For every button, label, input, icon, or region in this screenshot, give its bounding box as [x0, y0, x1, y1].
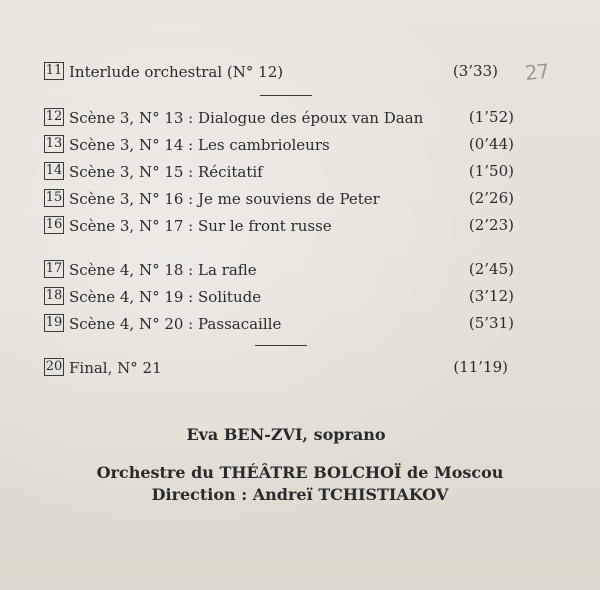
- pencil-annotation: 27: [523, 58, 550, 86]
- track-row-11: [44, 60, 514, 82]
- section-divider: [255, 345, 307, 346]
- soloist-credit: Eva BEN-ZVI, soprano: [186, 425, 386, 444]
- track-number: 18: [45, 288, 63, 303]
- section-divider: [260, 95, 312, 96]
- track-duration: (2’45): [468, 260, 514, 278]
- track-row-19: [44, 312, 514, 334]
- track-title: Scène 3, N° 13 : Dialogue des époux van Daan: [69, 109, 424, 127]
- track-number: 14: [45, 163, 63, 178]
- track-row-16: [44, 214, 514, 236]
- bleed-through-text: [110, 6, 490, 22]
- track-title: Scène 3, N° 14 : Les cambrioleurs: [69, 136, 330, 154]
- track-number: 16: [45, 217, 63, 232]
- track-title: Scène 3, N° 16 : Je me souviens de Peter: [69, 190, 380, 208]
- track-number: 15: [45, 190, 63, 205]
- track-row-14: [44, 160, 514, 182]
- track-duration: (1’50): [468, 162, 514, 180]
- track-row-12: [44, 106, 514, 128]
- track-row-13: [44, 133, 514, 155]
- track-title: Final, N° 21: [69, 359, 162, 377]
- orchestra-credit: Orchestre du THÉÂTRE BOLCHOÏ de Moscou: [96, 463, 504, 482]
- track-number: 19: [45, 315, 63, 330]
- track-title: Scène 4, N° 20 : Passacaille: [69, 315, 282, 333]
- track-row-20: [44, 356, 508, 378]
- track-title: Scène 4, N° 19 : Solitude: [69, 288, 262, 306]
- track-title: Scène 4, N° 18 : La rafle: [69, 261, 257, 279]
- conductor-credit: Direction : Andreï TCHISTIAKOV: [151, 485, 449, 504]
- track-duration: (0’44): [468, 135, 514, 153]
- track-duration: (1’52): [468, 108, 514, 126]
- track-duration: (5’31): [468, 314, 514, 332]
- track-number: 12: [45, 109, 63, 124]
- track-title: Scène 3, N° 15 : Récitatif: [69, 163, 263, 181]
- track-duration: (2’23): [468, 216, 514, 234]
- track-number: 20: [45, 359, 63, 374]
- track-row-15: [44, 187, 514, 209]
- track-duration: (2’26): [468, 189, 514, 207]
- track-duration: (3’12): [468, 287, 514, 305]
- track-title: Interlude orchestral (N° 12): [69, 63, 284, 81]
- track-duration: (3’33): [452, 62, 498, 80]
- track-row-18: [44, 285, 514, 307]
- track-number: 13: [45, 136, 63, 151]
- track-duration: (11’19): [453, 358, 508, 376]
- track-row-17: [44, 258, 514, 280]
- track-number: 17: [45, 261, 63, 276]
- track-title: Scène 3, N° 17 : Sur le front russe: [69, 217, 332, 235]
- track-number: 11: [45, 63, 63, 78]
